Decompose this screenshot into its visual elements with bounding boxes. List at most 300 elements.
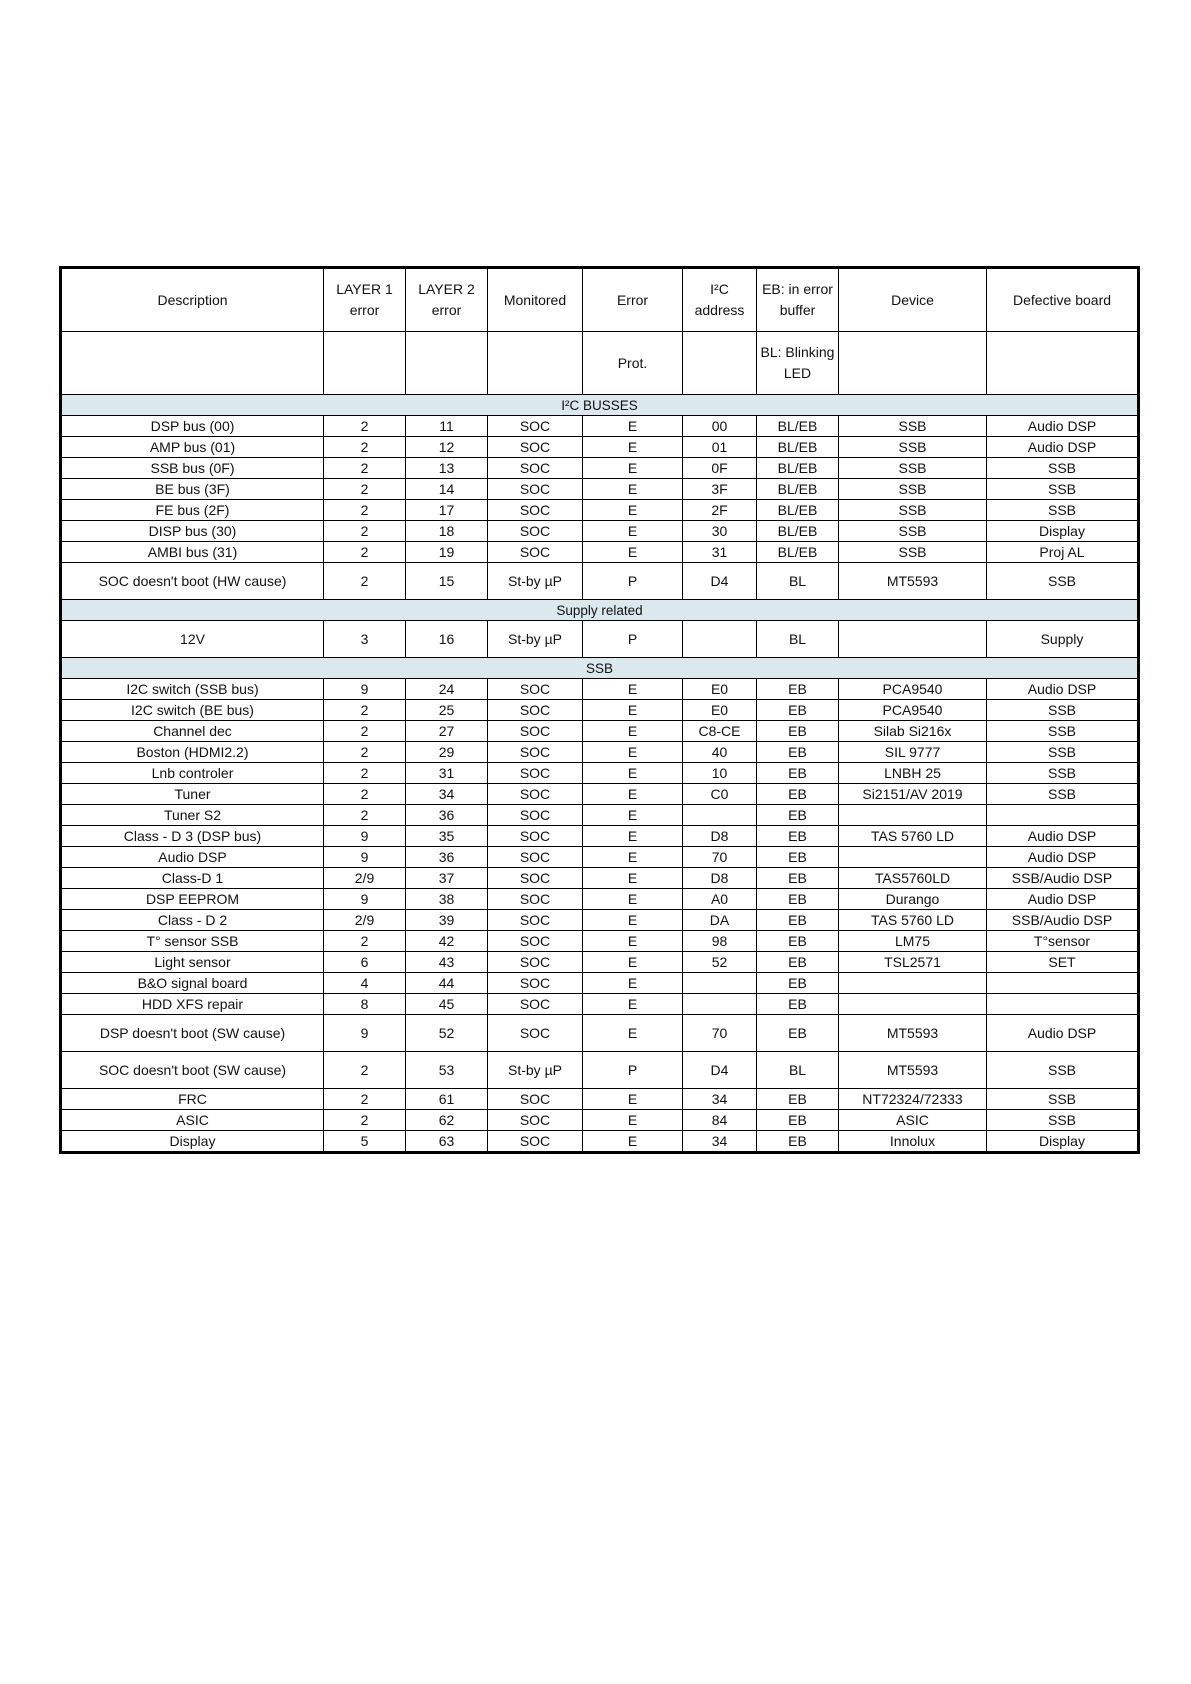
cell-eb: EB [757, 973, 839, 994]
cell-eb: EB [757, 889, 839, 910]
table-row [61, 805, 1139, 826]
cell-device: Innolux [839, 1131, 987, 1153]
cell-monitored: SOC [488, 784, 583, 805]
cell-error: E [583, 742, 683, 763]
cell-monitored: SOC [488, 542, 583, 563]
header-description: Description [61, 268, 324, 332]
table-row [61, 763, 1139, 784]
table-row [61, 868, 1139, 889]
section-title: Supply related [61, 600, 1139, 621]
header2-layer2 [406, 332, 488, 395]
cell-monitored: SOC [488, 521, 583, 542]
cell-eb: BL [757, 563, 839, 600]
cell-description: Class - D 3 (DSP bus) [61, 826, 324, 847]
cell-device: TAS 5760 LD [839, 910, 987, 931]
table-row [61, 1052, 1139, 1089]
cell-device: TAS5760LD [839, 868, 987, 889]
cell-device: MT5593 [839, 563, 987, 600]
cell-device [839, 994, 987, 1015]
cell-error: E [583, 721, 683, 742]
section-header [61, 600, 1139, 621]
cell-defective-board: SSB [987, 563, 1139, 600]
cell-layer2: 25 [406, 700, 488, 721]
cell-layer2: 42 [406, 931, 488, 952]
cell-i2c-address [683, 805, 757, 826]
cell-defective-board: Display [987, 1131, 1139, 1153]
cell-device [839, 805, 987, 826]
cell-eb: BL/EB [757, 479, 839, 500]
cell-i2c-address [683, 973, 757, 994]
cell-eb: EB [757, 721, 839, 742]
cell-device: SIL 9777 [839, 742, 987, 763]
section-title: SSB [61, 658, 1139, 679]
cell-device: SSB [839, 458, 987, 479]
cell-defective-board: Audio DSP [987, 847, 1139, 868]
table-row [61, 973, 1139, 994]
header2-description [61, 332, 324, 395]
cell-layer2: 29 [406, 742, 488, 763]
cell-layer1: 2 [324, 542, 406, 563]
cell-layer1: 2 [324, 721, 406, 742]
cell-defective-board: Audio DSP [987, 437, 1139, 458]
cell-layer1: 2 [324, 805, 406, 826]
cell-error: E [583, 416, 683, 437]
table-row [61, 994, 1139, 1015]
cell-i2c-address: E0 [683, 700, 757, 721]
cell-description: B&O signal board [61, 973, 324, 994]
cell-layer2: 35 [406, 826, 488, 847]
cell-defective-board: Proj AL [987, 542, 1139, 563]
cell-layer1: 2 [324, 931, 406, 952]
header2-device [839, 332, 987, 395]
cell-description: Boston (HDMI2.2) [61, 742, 324, 763]
cell-defective-board: Audio DSP [987, 889, 1139, 910]
cell-monitored: SOC [488, 500, 583, 521]
cell-error: P [583, 1052, 683, 1089]
cell-i2c-address: C8-CE [683, 721, 757, 742]
cell-i2c-address: 34 [683, 1131, 757, 1153]
cell-device: LNBH 25 [839, 763, 987, 784]
cell-monitored: SOC [488, 973, 583, 994]
cell-eb: EB [757, 763, 839, 784]
cell-layer1: 2 [324, 500, 406, 521]
cell-defective-board: SSB [987, 784, 1139, 805]
table-row [61, 1110, 1139, 1131]
table-row [61, 889, 1139, 910]
table-row [61, 721, 1139, 742]
cell-i2c-address: 98 [683, 931, 757, 952]
cell-layer1: 2 [324, 1052, 406, 1089]
header2-i2c-address [683, 332, 757, 395]
cell-monitored: SOC [488, 700, 583, 721]
cell-eb: EB [757, 679, 839, 700]
table-row [61, 1089, 1139, 1110]
cell-layer2: 15 [406, 563, 488, 600]
cell-monitored: SOC [488, 1110, 583, 1131]
cell-eb: BL/EB [757, 521, 839, 542]
cell-error: E [583, 521, 683, 542]
cell-layer1: 9 [324, 826, 406, 847]
table-row [61, 700, 1139, 721]
cell-defective-board: SSB [987, 1052, 1139, 1089]
cell-device: SSB [839, 521, 987, 542]
cell-error: E [583, 700, 683, 721]
cell-error: E [583, 763, 683, 784]
cell-monitored: SOC [488, 479, 583, 500]
cell-i2c-address: DA [683, 910, 757, 931]
cell-layer1: 2 [324, 521, 406, 542]
cell-layer1: 2 [324, 479, 406, 500]
cell-monitored: SOC [488, 826, 583, 847]
cell-layer1: 2 [324, 742, 406, 763]
cell-layer2: 38 [406, 889, 488, 910]
cell-i2c-address: 10 [683, 763, 757, 784]
table-row [61, 437, 1139, 458]
cell-error: E [583, 847, 683, 868]
cell-description: SOC doesn't boot (SW cause) [61, 1052, 324, 1089]
table-row [61, 416, 1139, 437]
table-row [61, 742, 1139, 763]
table-row [61, 521, 1139, 542]
error-code-table [59, 266, 1140, 1154]
cell-eb: EB [757, 1110, 839, 1131]
cell-layer1: 2 [324, 458, 406, 479]
cell-device: MT5593 [839, 1052, 987, 1089]
table-row [61, 542, 1139, 563]
cell-device: SSB [839, 416, 987, 437]
cell-device: LM75 [839, 931, 987, 952]
cell-layer2: 27 [406, 721, 488, 742]
cell-layer1: 2 [324, 700, 406, 721]
table-row [61, 826, 1139, 847]
cell-eb: EB [757, 994, 839, 1015]
cell-device [839, 973, 987, 994]
cell-description: T° sensor SSB [61, 931, 324, 952]
cell-description: HDD XFS repair [61, 994, 324, 1015]
cell-layer2: 14 [406, 479, 488, 500]
cell-device: SSB [839, 479, 987, 500]
cell-i2c-address: 31 [683, 542, 757, 563]
cell-eb: BL/EB [757, 542, 839, 563]
cell-eb: BL [757, 1052, 839, 1089]
cell-device: TSL2571 [839, 952, 987, 973]
cell-layer2: 11 [406, 416, 488, 437]
cell-i2c-address: D8 [683, 826, 757, 847]
cell-error: P [583, 621, 683, 658]
cell-eb: EB [757, 931, 839, 952]
cell-i2c-address: 84 [683, 1110, 757, 1131]
cell-error: E [583, 826, 683, 847]
cell-description: Channel dec [61, 721, 324, 742]
table-row [61, 679, 1139, 700]
cell-device: NT72324/72333 [839, 1089, 987, 1110]
cell-i2c-address: 70 [683, 1015, 757, 1052]
cell-description: I2C switch (SSB bus) [61, 679, 324, 700]
cell-i2c-address: 70 [683, 847, 757, 868]
cell-i2c-address: E0 [683, 679, 757, 700]
table-row [61, 910, 1139, 931]
cell-layer1: 2 [324, 784, 406, 805]
cell-defective-board: SSB [987, 500, 1139, 521]
cell-monitored: SOC [488, 805, 583, 826]
header2-layer1 [324, 332, 406, 395]
cell-eb: EB [757, 1131, 839, 1153]
header2-error: Prot. [583, 332, 683, 395]
cell-error: E [583, 479, 683, 500]
cell-layer2: 63 [406, 1131, 488, 1153]
section-title: I²C BUSSES [61, 395, 1139, 416]
cell-layer2: 12 [406, 437, 488, 458]
cell-monitored: SOC [488, 437, 583, 458]
header-row-secondary [61, 332, 1139, 395]
cell-eb: EB [757, 742, 839, 763]
cell-description: Tuner [61, 784, 324, 805]
cell-i2c-address: D4 [683, 1052, 757, 1089]
cell-layer2: 36 [406, 805, 488, 826]
cell-defective-board: Audio DSP [987, 416, 1139, 437]
table-row [61, 952, 1139, 973]
cell-layer1: 9 [324, 1015, 406, 1052]
cell-layer2: 37 [406, 868, 488, 889]
cell-description: AMBI bus (31) [61, 542, 324, 563]
cell-layer2: 18 [406, 521, 488, 542]
cell-i2c-address: 40 [683, 742, 757, 763]
cell-device: SSB [839, 437, 987, 458]
cell-monitored: SOC [488, 458, 583, 479]
cell-error: E [583, 910, 683, 931]
table-row [61, 563, 1139, 600]
cell-eb: BL/EB [757, 416, 839, 437]
cell-device: Durango [839, 889, 987, 910]
cell-i2c-address: 30 [683, 521, 757, 542]
cell-i2c-address: 34 [683, 1089, 757, 1110]
cell-device: SSB [839, 542, 987, 563]
header-row [61, 268, 1139, 332]
cell-description: FE bus (2F) [61, 500, 324, 521]
header-device: Device [839, 268, 987, 332]
cell-defective-board: Audio DSP [987, 826, 1139, 847]
cell-i2c-address: 01 [683, 437, 757, 458]
cell-eb: EB [757, 952, 839, 973]
cell-eb: EB [757, 1015, 839, 1052]
table-row [61, 479, 1139, 500]
cell-defective-board: SSB [987, 721, 1139, 742]
cell-layer1: 2/9 [324, 868, 406, 889]
cell-error: E [583, 931, 683, 952]
cell-monitored: SOC [488, 1131, 583, 1153]
cell-layer2: 36 [406, 847, 488, 868]
cell-layer2: 34 [406, 784, 488, 805]
cell-eb: EB [757, 1089, 839, 1110]
cell-layer2: 39 [406, 910, 488, 931]
cell-monitored: SOC [488, 1089, 583, 1110]
cell-i2c-address: 3F [683, 479, 757, 500]
cell-monitored: SOC [488, 416, 583, 437]
cell-layer2: 19 [406, 542, 488, 563]
cell-error: E [583, 973, 683, 994]
cell-description: DSP doesn't boot (SW cause) [61, 1015, 324, 1052]
cell-i2c-address: A0 [683, 889, 757, 910]
cell-eb: BL/EB [757, 500, 839, 521]
cell-description: DSP EEPROM [61, 889, 324, 910]
cell-eb: EB [757, 700, 839, 721]
cell-error: E [583, 679, 683, 700]
cell-error: E [583, 889, 683, 910]
cell-defective-board: SSB [987, 1110, 1139, 1131]
cell-description: Audio DSP [61, 847, 324, 868]
header-defective-board: Defective board [987, 268, 1139, 332]
cell-device: Silab Si216x [839, 721, 987, 742]
header-i2c-address: I²C address [683, 268, 757, 332]
cell-layer2: 16 [406, 621, 488, 658]
header-monitored: Monitored [488, 268, 583, 332]
cell-error: E [583, 868, 683, 889]
cell-device: SSB [839, 500, 987, 521]
table-row [61, 621, 1139, 658]
cell-eb: EB [757, 847, 839, 868]
table-row [61, 847, 1139, 868]
cell-layer1: 4 [324, 973, 406, 994]
cell-monitored: SOC [488, 763, 583, 784]
cell-monitored: SOC [488, 868, 583, 889]
table-row [61, 1015, 1139, 1052]
cell-defective-board: T°sensor [987, 931, 1139, 952]
cell-layer1: 2 [324, 437, 406, 458]
cell-monitored: St-by µP [488, 1052, 583, 1089]
cell-layer2: 45 [406, 994, 488, 1015]
cell-description: Class - D 2 [61, 910, 324, 931]
header-error: Error [583, 268, 683, 332]
cell-description: ASIC [61, 1110, 324, 1131]
cell-defective-board: Audio DSP [987, 1015, 1139, 1052]
cell-layer1: 6 [324, 952, 406, 973]
cell-layer2: 17 [406, 500, 488, 521]
cell-error: E [583, 1015, 683, 1052]
cell-eb: EB [757, 784, 839, 805]
cell-device: MT5593 [839, 1015, 987, 1052]
table-row [61, 1131, 1139, 1153]
table-row [61, 458, 1139, 479]
cell-defective-board: SSB/Audio DSP [987, 910, 1139, 931]
cell-layer2: 24 [406, 679, 488, 700]
cell-defective-board: SSB [987, 763, 1139, 784]
cell-description: I2C switch (BE bus) [61, 700, 324, 721]
cell-description: Class-D 1 [61, 868, 324, 889]
cell-layer1: 9 [324, 847, 406, 868]
cell-error: E [583, 500, 683, 521]
cell-error: E [583, 805, 683, 826]
cell-error: E [583, 437, 683, 458]
cell-i2c-address: 00 [683, 416, 757, 437]
cell-eb: BL [757, 621, 839, 658]
cell-layer1: 5 [324, 1131, 406, 1153]
header2-defective-board [987, 332, 1139, 395]
cell-error: E [583, 1089, 683, 1110]
cell-layer1: 3 [324, 621, 406, 658]
cell-description: FRC [61, 1089, 324, 1110]
cell-description: Light sensor [61, 952, 324, 973]
header-layer1: LAYER 1 error [324, 268, 406, 332]
cell-error: P [583, 563, 683, 600]
cell-error: E [583, 952, 683, 973]
cell-defective-board: SSB [987, 458, 1139, 479]
cell-error: E [583, 784, 683, 805]
cell-device: Si2151/AV 2019 [839, 784, 987, 805]
cell-device: TAS 5760 LD [839, 826, 987, 847]
cell-defective-board: SSB/Audio DSP [987, 868, 1139, 889]
cell-error: E [583, 1110, 683, 1131]
cell-eb: BL/EB [757, 437, 839, 458]
cell-monitored: SOC [488, 889, 583, 910]
cell-layer2: 31 [406, 763, 488, 784]
header-eb: EB: in error buffer [757, 268, 839, 332]
cell-description: SSB bus (0F) [61, 458, 324, 479]
table-row [61, 931, 1139, 952]
table-row [61, 500, 1139, 521]
cell-defective-board [987, 973, 1139, 994]
cell-description: SOC doesn't boot (HW cause) [61, 563, 324, 600]
table-row [61, 784, 1139, 805]
cell-monitored: SOC [488, 679, 583, 700]
cell-eb: EB [757, 868, 839, 889]
cell-i2c-address: D4 [683, 563, 757, 600]
cell-defective-board: Supply [987, 621, 1139, 658]
header-layer2: LAYER 2 error [406, 268, 488, 332]
cell-description: DISP bus (30) [61, 521, 324, 542]
header2-monitored [488, 332, 583, 395]
cell-layer2: 62 [406, 1110, 488, 1131]
section-header [61, 658, 1139, 679]
cell-description: Tuner S2 [61, 805, 324, 826]
cell-monitored: SOC [488, 931, 583, 952]
cell-layer2: 43 [406, 952, 488, 973]
cell-eb: BL/EB [757, 458, 839, 479]
cell-defective-board: Display [987, 521, 1139, 542]
cell-device [839, 621, 987, 658]
cell-eb: EB [757, 826, 839, 847]
cell-layer1: 8 [324, 994, 406, 1015]
cell-error: E [583, 1131, 683, 1153]
cell-i2c-address: 2F [683, 500, 757, 521]
section-header [61, 395, 1139, 416]
cell-monitored: SOC [488, 952, 583, 973]
cell-device [839, 847, 987, 868]
cell-monitored: SOC [488, 742, 583, 763]
cell-description: 12V [61, 621, 324, 658]
cell-defective-board: SSB [987, 479, 1139, 500]
cell-eb: EB [757, 910, 839, 931]
cell-device: PCA9540 [839, 700, 987, 721]
cell-monitored: St-by µP [488, 563, 583, 600]
cell-monitored: SOC [488, 910, 583, 931]
cell-defective-board: SSB [987, 742, 1139, 763]
cell-layer2: 52 [406, 1015, 488, 1052]
cell-defective-board [987, 994, 1139, 1015]
cell-layer2: 61 [406, 1089, 488, 1110]
cell-defective-board: SSB [987, 1089, 1139, 1110]
cell-defective-board [987, 805, 1139, 826]
cell-layer1: 2 [324, 1089, 406, 1110]
cell-i2c-address: 52 [683, 952, 757, 973]
cell-device: ASIC [839, 1110, 987, 1131]
cell-i2c-address: 0F [683, 458, 757, 479]
cell-i2c-address: C0 [683, 784, 757, 805]
cell-error: E [583, 458, 683, 479]
cell-layer1: 2 [324, 763, 406, 784]
cell-layer2: 44 [406, 973, 488, 994]
cell-defective-board: Audio DSP [987, 679, 1139, 700]
cell-layer1: 2 [324, 416, 406, 437]
